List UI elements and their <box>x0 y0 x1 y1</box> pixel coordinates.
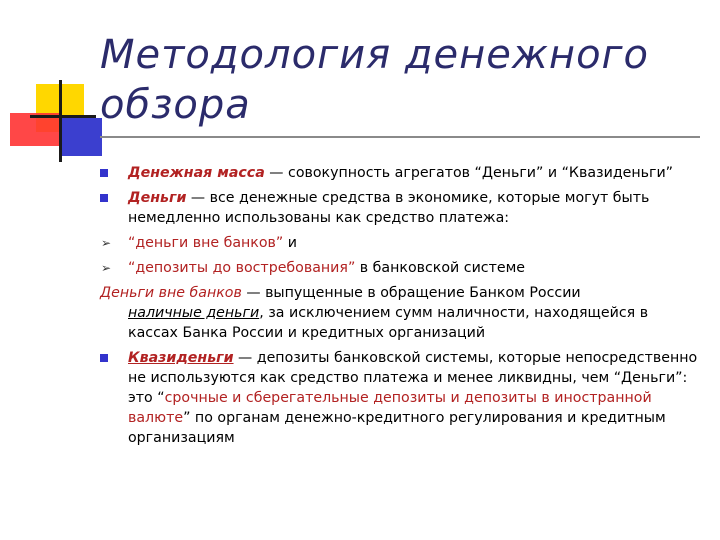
decor-vertical-line <box>59 80 62 162</box>
square-bullet-icon <box>100 169 108 177</box>
sub-item-text: и <box>283 235 298 251</box>
term-money-supply: Денежная масса <box>128 165 265 181</box>
definition-text: ” по органам денежно-кредитного регулирования и кредитным организациям <box>128 410 666 446</box>
definition-continuation <box>100 303 700 343</box>
title-divider <box>100 136 700 138</box>
term-separator: — <box>264 165 289 181</box>
term-separator: — <box>233 350 257 366</box>
list-item <box>100 283 700 343</box>
sub-list-item <box>100 258 700 278</box>
quoted-term: “депозиты до востребования” <box>128 260 356 276</box>
decor-horizontal-line <box>30 115 96 118</box>
list-item <box>100 188 700 228</box>
term-cash-outside-banks: Деньги вне банков <box>100 285 242 301</box>
definition-text: выпущенные в обращение Банком России <box>265 285 581 301</box>
slide-title: Методология денежного обзора <box>100 32 650 128</box>
square-bullet-icon <box>100 194 108 202</box>
term-money: Деньги <box>128 190 187 206</box>
decor-blue-square <box>62 118 102 156</box>
arrow-bullet-icon: ➢ <box>101 236 112 250</box>
term-separator: — <box>241 285 266 301</box>
definition-text: депозиты банковской системы, которые непосредственно не используются как средство платежа и менее ликвидны, чем “Деньги”: это “ <box>128 350 698 406</box>
square-bullet-icon <box>100 354 108 362</box>
term-quasi-money: Квазиденьги <box>128 350 234 366</box>
highlighted-text: срочные и сберегательные депозиты и депозиты в иностранной валюте <box>128 390 652 426</box>
list-item <box>100 348 700 448</box>
term-separator: — <box>186 190 210 206</box>
arrow-bullet-icon: ➢ <box>101 261 112 275</box>
quoted-term: “деньги вне банков” <box>128 235 284 251</box>
definition-text: все денежные средства в экономике, которые могут быть немедленно использованы как средство платежа: <box>128 190 650 226</box>
slide-content <box>100 163 700 453</box>
definition-text: , за исключением сумм наличности, находящейся в кассах Банка России и кредитных организаций <box>128 305 649 341</box>
list-item <box>100 163 700 183</box>
definition-text: совокупность агрегатов “Деньги” и “Квазиденьги” <box>288 165 674 181</box>
underlined-term: наличные деньги <box>128 305 260 321</box>
sub-item-text: в банковской системе <box>355 260 526 276</box>
sub-list-item <box>100 233 700 253</box>
